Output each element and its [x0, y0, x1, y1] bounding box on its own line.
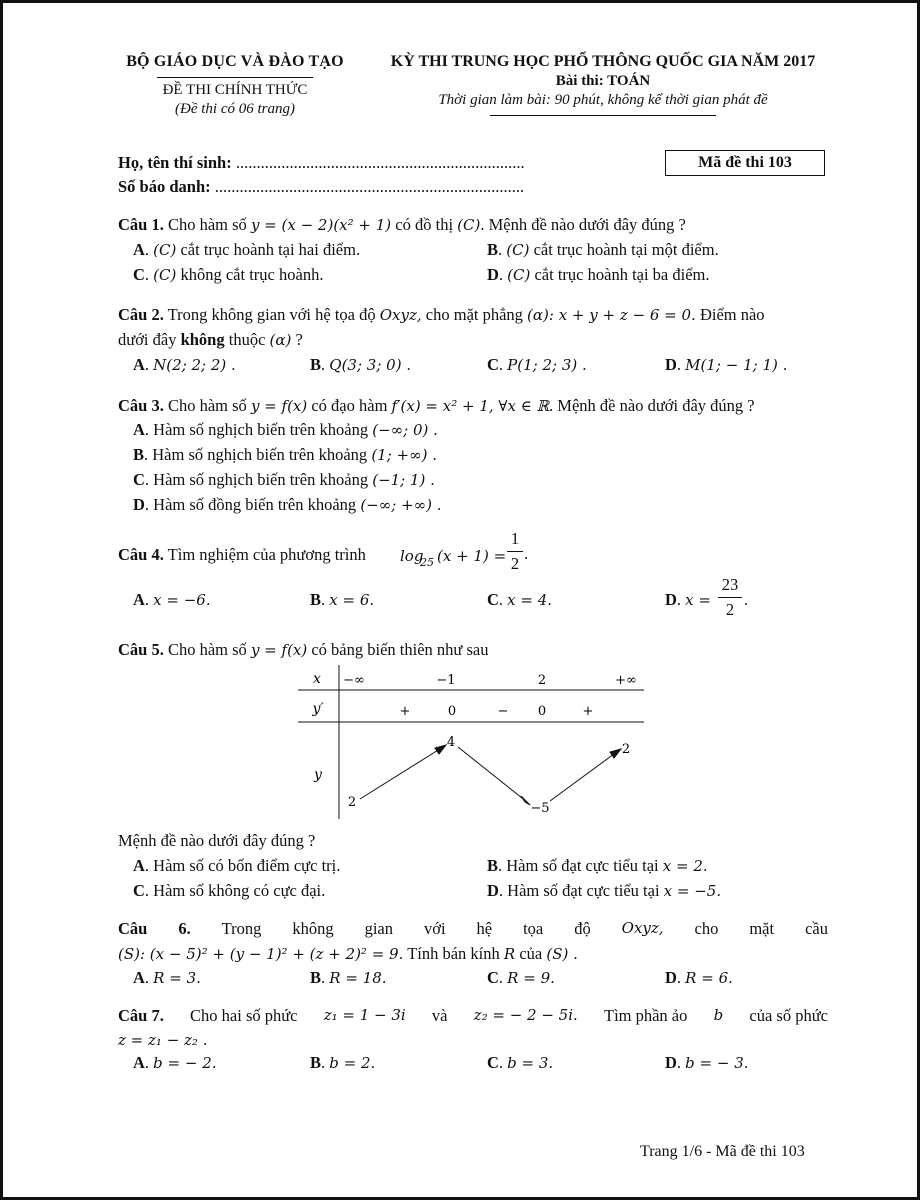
q3-text: Cho hàm số	[167, 396, 247, 415]
q7-stem-2	[118, 1030, 207, 1050]
decreasing-arrow	[458, 747, 527, 802]
option-math: M(1; − 1; 1) .	[685, 356, 788, 374]
header-left-rule	[157, 77, 313, 78]
q6-word: gian	[364, 919, 394, 938]
q7-option-a: A. b = − 2.	[133, 1053, 217, 1072]
option-text: Hàm số đạt cực tiểu tại	[507, 881, 660, 900]
q4-option-d: D. x =	[665, 590, 711, 609]
x-value: +∞	[615, 673, 637, 688]
q4-d-frac-den: 2	[725, 600, 735, 619]
q5-math: y = f(x)	[250, 641, 308, 659]
option-math: (−∞; 0) .	[372, 421, 438, 439]
q6-option-b: B. R = 18.	[310, 968, 387, 987]
q2-label: Câu 2.	[118, 305, 164, 324]
q1-text: . Mệnh đề nào dưới đây đúng ?	[480, 215, 686, 234]
q5-label: Câu 5.	[118, 640, 164, 659]
option-math: x =	[685, 591, 711, 609]
option-letter: C	[133, 470, 145, 489]
x-value: 2	[537, 673, 547, 688]
q2-text: thuộc	[228, 330, 266, 349]
student-name-label: Họ, tên thí sinh:	[118, 153, 232, 172]
option-letter: C	[487, 1053, 499, 1072]
option-math: x = −6.	[153, 591, 211, 609]
increasing-arrow	[360, 747, 443, 799]
option-letter: B	[310, 1053, 322, 1072]
option-text: Hàm số có bốn điểm cực trị.	[153, 856, 341, 875]
q4-log-base	[420, 556, 434, 569]
option-math: N(2; 2; 2) .	[153, 356, 236, 374]
q3-text: . Mệnh đề nào dưới đây đúng ?	[549, 396, 755, 415]
q6-word: tọa	[523, 919, 544, 938]
q4-period: .	[524, 544, 529, 563]
option-math: (C)	[507, 266, 531, 284]
q6-word: mặt	[749, 919, 775, 938]
q2-math: (α)	[269, 331, 292, 349]
arrow-head	[610, 749, 621, 758]
q5-option-c: C. Hàm số không có cực đại.	[133, 881, 326, 900]
q4-frac-bar	[507, 551, 523, 552]
q2-option-b: B. Q(3; 3; 0) .	[310, 355, 412, 374]
q3-text: có đạo hàm	[311, 396, 388, 415]
q6-option-d: D. R = 6.	[665, 968, 733, 987]
option-math: (C)	[506, 241, 530, 259]
header-left	[115, 53, 355, 118]
q6-word: không	[292, 919, 334, 938]
option-letter: C	[487, 590, 499, 609]
q7-math: z = z₁ − z₂ .	[118, 1031, 208, 1049]
option-letter: B	[487, 856, 499, 875]
q4-d-frac-bar	[718, 597, 742, 598]
q5-text: có bảng biến thiên như sau	[311, 640, 489, 659]
q4-equation	[437, 546, 506, 566]
option-text: cắt trục hoành tại một điểm.	[533, 240, 719, 259]
option-letter: A	[133, 856, 145, 875]
x-value: −1	[436, 673, 456, 688]
option-letter: C	[487, 355, 499, 374]
q6-math: R	[503, 945, 516, 963]
q3-math: y = f(x)	[250, 397, 308, 415]
arrow-head	[435, 745, 446, 754]
increasing-arrow	[550, 751, 618, 801]
student-id-label: Số báo danh:	[118, 177, 211, 196]
y-value: 2	[621, 742, 631, 757]
q1-label: Câu 1.	[118, 215, 164, 234]
option-text: Hàm số nghịch biến trên khoảng	[153, 420, 369, 439]
q6-text: của	[519, 944, 543, 963]
option-math: P(1; 2; 3) .	[507, 356, 587, 374]
q7-text: Tìm phần ảo	[603, 1006, 688, 1025]
option-math: R = 18.	[329, 969, 387, 987]
q1-option-c: C. (C) không cắt trục hoành.	[133, 265, 324, 284]
q7-text: Cho hai số phức	[190, 1006, 298, 1025]
q1-math: y = (x − 2)(x² + 1)	[250, 216, 392, 234]
option-letter: D	[665, 1053, 677, 1072]
q7-label: Câu 7.	[118, 1006, 164, 1025]
q6-word: Trong	[221, 919, 262, 938]
header-right-rule	[490, 115, 716, 116]
q1-text: Cho hàm số	[167, 215, 247, 234]
option-letter: A	[133, 420, 145, 439]
q7-text: của số phức	[749, 1006, 828, 1025]
option-letter: B	[310, 968, 322, 987]
q7-option-c: C. b = 3.	[487, 1053, 554, 1072]
option-math: x = −5.	[663, 882, 722, 900]
q4-frac-num: 1	[510, 529, 520, 548]
q3-label: Câu 3.	[118, 396, 164, 415]
option-text: Hàm số nghịch biến trên khoảng	[153, 470, 369, 489]
q4-stem	[118, 545, 366, 565]
q4-label: Câu 4.	[118, 545, 164, 564]
q2-text: Điểm nào	[699, 305, 765, 324]
y-value: −5	[530, 801, 550, 816]
q4-math: 25	[420, 556, 434, 569]
q1-math: (C)	[457, 216, 481, 234]
option-letter: D	[487, 881, 499, 900]
option-letter: D	[665, 590, 677, 609]
option-letter: A	[133, 968, 145, 987]
q5-option-b: B. Hàm số đạt cực tiểu tại x = 2.	[487, 856, 708, 875]
q1-text: có đồ thị	[395, 215, 454, 234]
official-label: ĐỀ THI CHÍNH THỨC	[162, 82, 308, 98]
student-id-dots: ...........................................................................	[214, 177, 525, 196]
header-right	[363, 53, 843, 116]
q7-option-b: B. b = 2.	[310, 1053, 376, 1072]
option-math: b = 3.	[507, 1054, 554, 1072]
option-text: Hàm số nghịch biến trên khoảng	[152, 445, 368, 464]
q3-option-c: C. Hàm số nghịch biến trên khoảng (−1; 1) .	[133, 470, 435, 489]
q2-emphasis: không	[180, 330, 225, 349]
option-letter: B	[133, 445, 145, 464]
q5-option-d: D. Hàm số đạt cực tiểu tại x = −5.	[487, 881, 722, 900]
x-value: −∞	[343, 673, 365, 688]
q2-text: dưới đây	[118, 330, 177, 349]
yprime-sign: 0	[537, 704, 547, 719]
q2-stem-2	[118, 330, 303, 350]
q4-option-a: A. x = −6.	[133, 590, 211, 609]
q6-word: với	[423, 919, 446, 938]
q7-option-d: D. b = − 3.	[665, 1053, 749, 1072]
q5-stem	[118, 640, 488, 660]
option-text: cắt trục hoành tại ba điểm.	[534, 265, 710, 284]
q4-math: log	[400, 547, 424, 565]
q6-option-a: A. R = 3.	[133, 968, 201, 987]
option-letter: D	[487, 265, 499, 284]
q2-text: ?	[295, 330, 303, 349]
option-math: x = 2.	[662, 857, 708, 875]
exam-title: KỲ THI TRUNG HỌC PHỔ THÔNG QUỐC GIA NĂM 2017	[390, 53, 816, 70]
option-math: (−1; 1) .	[372, 471, 435, 489]
q7-math: z₂ = − 2 − 5i.	[473, 1006, 578, 1024]
q2-option-c: C. P(1; 2; 3) .	[487, 355, 587, 374]
option-letter: D	[665, 355, 677, 374]
y-value: 4	[446, 735, 456, 750]
option-math: b = 2.	[329, 1054, 376, 1072]
option-math: Q(3; 3; 0) .	[329, 356, 412, 374]
yprime-sign: +	[399, 704, 411, 719]
option-letter: A	[133, 1053, 145, 1072]
q3-option-b: B. Hàm số nghịch biến trên khoảng (1; +∞) .	[133, 445, 437, 464]
q5-text: Cho hàm số	[167, 640, 247, 659]
q4-d-frac-num: 23	[721, 575, 739, 594]
q5-option-a: A. Hàm số có bốn điểm cực trị.	[133, 856, 341, 875]
table-x-label: x	[313, 671, 321, 687]
option-letter: D	[133, 495, 145, 514]
option-text: Hàm số không có cực đại.	[153, 881, 326, 900]
q2-text: cho mặt phẳng	[425, 305, 523, 324]
q4-text: Tìm nghiệm của phương trình	[167, 545, 366, 564]
q6-stem	[118, 919, 828, 939]
option-letter: C	[133, 881, 145, 900]
y-value: 2	[347, 795, 357, 810]
q6-stem-2	[118, 944, 578, 964]
q6-math: Oxyz,	[621, 919, 664, 937]
page-footer: Trang 1/6 - Mã đề thi 103	[640, 1143, 805, 1160]
q3-math: f′(x) = x² + 1, ∀x ∈ ℝ	[391, 397, 550, 415]
option-text: Hàm số đồng biến trên khoảng	[153, 495, 357, 514]
q4-option-c: C. x = 4.	[487, 590, 553, 609]
option-letter: A	[133, 355, 145, 374]
option-letter: C	[133, 265, 145, 284]
variation-table	[298, 665, 644, 821]
option-math: (−∞; +∞) .	[360, 496, 442, 514]
option-text: cắt trục hoành tại hai điểm.	[180, 240, 361, 259]
q2-option-d: D. M(1; − 1; 1) .	[665, 355, 788, 374]
pages-note: (Đề thi có 06 trang)	[175, 101, 295, 117]
option-math: x = 4.	[507, 591, 553, 609]
q6-text: Tính bán kính	[407, 944, 500, 963]
q1-option-a: A. (C) cắt trục hoành tại hai điểm.	[133, 240, 361, 259]
option-text: Hàm số đạt cực tiểu tại	[506, 856, 659, 875]
exam-code-box: Mã đề thi 103	[665, 150, 825, 176]
yprime-sign: −	[497, 704, 509, 719]
exam-duration: Thời gian làm bài: 90 phút, không kể thời gian phát đề	[438, 92, 768, 108]
q2-math: Oxyz,	[379, 306, 422, 324]
option-math: R = 9.	[507, 969, 555, 987]
student-name-line	[118, 153, 525, 173]
q2-text: Trong không gian với hệ tọa độ	[167, 305, 376, 324]
arrow-head	[521, 796, 530, 805]
option-math: b = − 2.	[153, 1054, 217, 1072]
q6-word: cho	[694, 919, 719, 938]
option-math: (1; +∞) .	[371, 446, 437, 464]
q6-label: Câu	[118, 919, 148, 938]
q7-stem	[118, 1006, 828, 1026]
q4-frac-den: 2	[510, 554, 520, 573]
option-letter: B	[310, 355, 322, 374]
q6-word: độ	[574, 919, 591, 938]
table-y-label: y	[314, 767, 322, 783]
option-math: x = 6.	[329, 591, 375, 609]
yprime-sign: +	[582, 704, 594, 719]
table-yprime-label: y′	[312, 701, 324, 717]
q7-math: b	[713, 1006, 724, 1024]
q2-math: (α): x + y + z − 6 = 0.	[527, 306, 696, 324]
q2-stem	[118, 305, 765, 325]
q3-option-d: D. Hàm số đồng biến trên khoảng (−∞; +∞) .	[133, 495, 442, 514]
q3-stem	[118, 396, 755, 416]
q4-d-period: .	[744, 590, 749, 609]
option-math: (C)	[153, 241, 177, 259]
q6-word: hệ	[476, 919, 493, 938]
q7-math: z₁ = 1 − 3i	[323, 1006, 406, 1024]
q5-question: Mệnh đề nào dưới đây đúng ?	[118, 831, 316, 850]
option-letter: D	[665, 968, 677, 987]
option-letter: C	[487, 968, 499, 987]
student-id-line	[118, 177, 524, 197]
q6-word: cầu	[805, 919, 828, 938]
q6-math: (S): (x − 5)² + (y − 1)² + (z + 2)² = 9.	[118, 945, 404, 963]
q6-label: 6.	[178, 919, 191, 938]
q4-option-b: B. x = 6.	[310, 590, 375, 609]
student-name-dots: ......................................................................	[235, 153, 525, 172]
option-letter: A	[133, 590, 145, 609]
q1-option-b: B. (C) cắt trục hoành tại một điểm.	[487, 240, 719, 259]
option-math: R = 6.	[685, 969, 733, 987]
q7-text: và	[431, 1006, 448, 1025]
option-math: (C)	[153, 266, 177, 284]
q1-option-d: D. (C) cắt trục hoành tại ba điểm.	[487, 265, 710, 284]
q1-stem	[118, 215, 686, 235]
option-text: không cắt trục hoành.	[180, 265, 324, 284]
yprime-sign: 0	[447, 704, 457, 719]
ministry-name: BỘ GIÁO DỤC VÀ ĐÀO TẠO	[126, 53, 344, 70]
option-math: R = 3.	[153, 969, 201, 987]
option-math: b = − 3.	[685, 1054, 749, 1072]
q6-option-c: C. R = 9.	[487, 968, 555, 987]
q6-math: (S) .	[546, 945, 578, 963]
option-letter: B	[310, 590, 322, 609]
exam-subject: Bài thi: TOÁN	[555, 73, 651, 89]
q4-math: (x + 1) =	[437, 547, 507, 565]
option-letter: A	[133, 240, 145, 259]
option-letter: B	[487, 240, 499, 259]
q2-option-a: A. N(2; 2; 2) .	[133, 355, 236, 374]
q3-option-a: A. Hàm số nghịch biến trên khoảng (−∞; 0) .	[133, 420, 438, 439]
